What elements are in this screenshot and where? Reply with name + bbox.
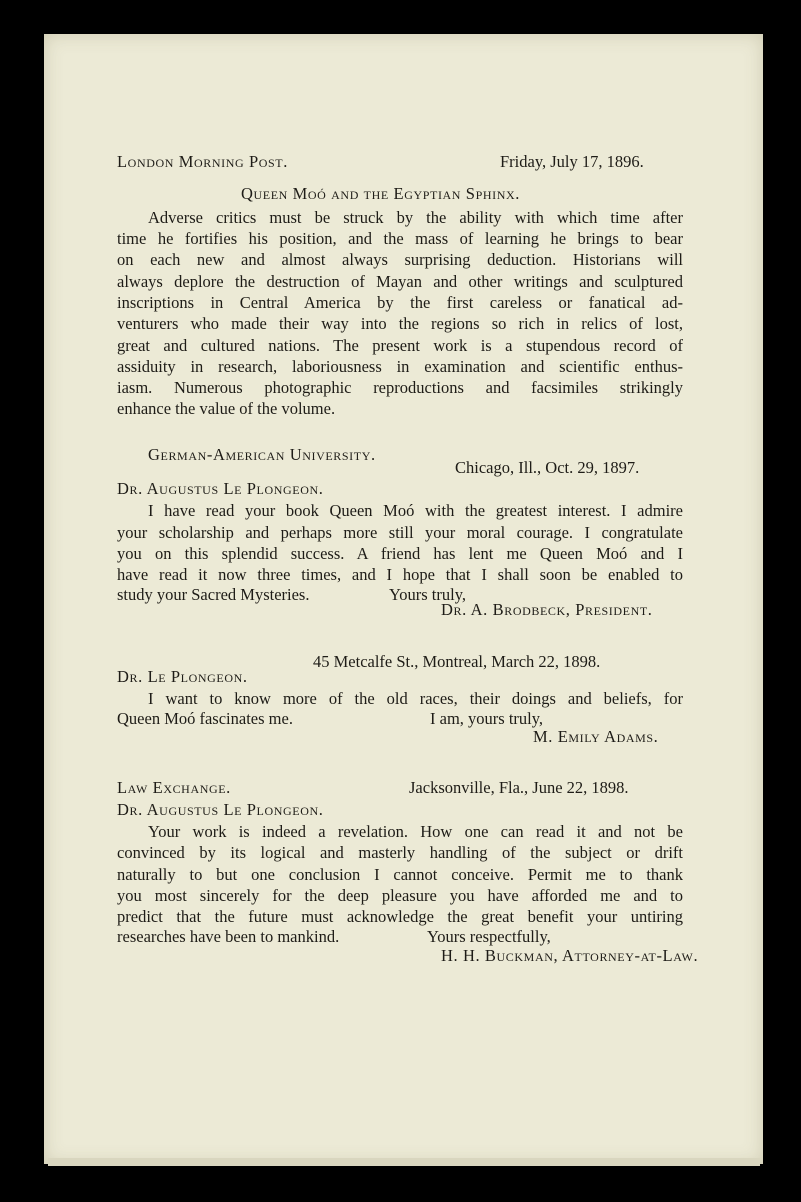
letter1-line: you on this splendid success. A friend has lent me Queen Moó and I	[117, 544, 683, 563]
article-line: enhance the value of the volume.	[117, 399, 336, 418]
article-source: London Morning Post.	[117, 152, 288, 171]
letter3-line: naturally to but one conclusion I cannot conceive. Permit me to thank	[117, 865, 683, 884]
article-line: venturers who made their way into the regions so rich in relics of lost,	[117, 314, 683, 333]
article-line: on each new and almost always surprising deduction. Historians will	[117, 250, 683, 269]
letter3-line: predict that the future must acknowledge the great benefit your untiring	[117, 907, 683, 926]
article-date: Friday, July 17, 1896.	[500, 152, 644, 171]
letter1-place-date: Chicago, Ill., Oct. 29, 1897.	[455, 458, 640, 477]
letter2-line: Queen Moó fascinates me.	[117, 709, 293, 728]
letter3-place-date: Jacksonville, Fla., June 22, 1898.	[409, 778, 629, 797]
letter2-signature: M. Emily Adams.	[533, 727, 659, 746]
letter1-signature: Dr. A. Brodbeck, President.	[441, 600, 653, 619]
letter3-line: you most sincerely for the deep pleasure you have afforded me and to	[117, 886, 683, 905]
letter1-salutation: Dr. Augustus Le Plongeon.	[117, 479, 324, 498]
letter3-salutation: Dr. Augustus Le Plongeon.	[117, 800, 324, 819]
article-line: always deplore the destruction of Mayan and other writings and sculptured	[117, 272, 683, 291]
letter2-salutation: Dr. Le Plongeon.	[117, 667, 248, 686]
letter1-line: have read it now three times, and I hope that I shall soon be enabled to	[117, 565, 683, 584]
letter2-closing: I am, yours truly,	[430, 709, 544, 728]
letter1-line: your scholarship and perhaps more still your moral courage. I congratulate	[117, 523, 683, 542]
article-line: time he fortifies his position, and the mass of learning he brings to bear	[117, 229, 683, 248]
letter1-line: I have read your book Queen Moó with the greatest interest. I admire	[148, 501, 683, 520]
letter3-closing: Yours respectfully,	[427, 927, 551, 946]
article-line: Adverse critics must be struck by the ability with which time after	[148, 208, 683, 227]
letter1-institution: German-American University.	[148, 445, 376, 464]
letter1-last-line: study your Sacred Mysteries.	[117, 585, 310, 604]
letter2-address: 45 Metcalfe St., Montreal, March 22, 1898.	[313, 652, 601, 671]
letter1-closing: Yours truly,	[389, 585, 467, 604]
letter3-line: Your work is indeed a revelation. How one can read it and not be	[148, 822, 683, 841]
article-title: Queen Moó and the Egyptian Sphinx.	[241, 184, 520, 203]
article-line: assiduity in research, laboriousness in examination and scientific enthus-	[117, 357, 683, 376]
paper-edge	[48, 1158, 760, 1166]
article-line: iasm. Numerous photographic reproductions and facsimiles strikingly	[117, 378, 683, 397]
letter2-line: I want to know more of the old races, their doings and beliefs, for	[148, 689, 683, 708]
letter3-last-line: researches have been to mankind.	[117, 927, 340, 946]
article-line: great and cultured nations. The present work is a stupendous record of	[117, 336, 683, 355]
article-line: inscriptions in Central America by the first careless or fanatical ad-	[117, 293, 683, 312]
letter3-line: convinced by its logical and masterly handling of the subject or drift	[117, 843, 683, 862]
letter3-institution: Law Exchange.	[117, 778, 231, 797]
letter3-signature: H. H. Buckman, Attorney-at-Law.	[441, 946, 699, 965]
